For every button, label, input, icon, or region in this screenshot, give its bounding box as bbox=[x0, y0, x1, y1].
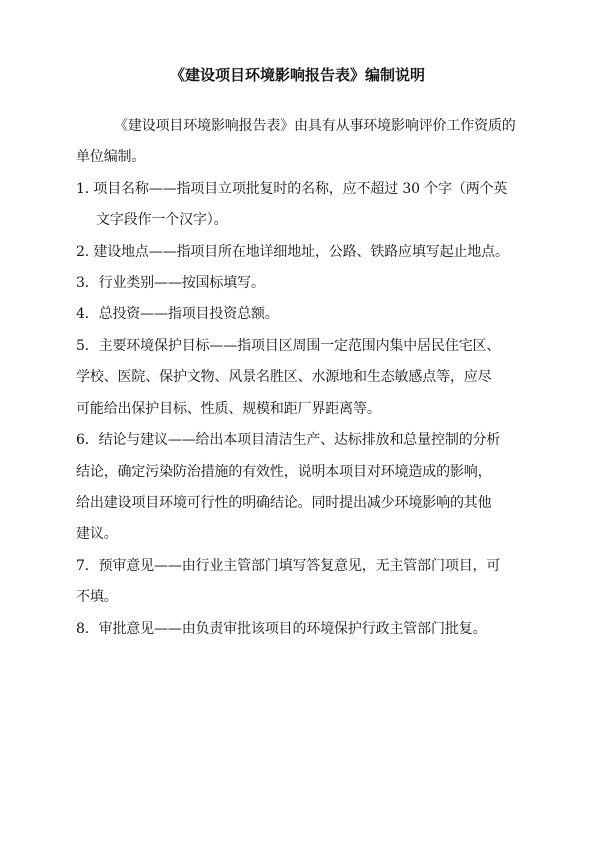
document-title: 《建设项目环境影响报告表》编制说明 bbox=[169, 66, 425, 84]
item-7-line-1: 7．预审意见——由行业主管部门填写答复意见，无主管部门项目，可 bbox=[76, 558, 501, 574]
item-6-line-2: 结论，确定污染防治措施的有效性，说明本项目对环境造成的影响， bbox=[76, 464, 492, 480]
item-1-line-1: 1. 项目名称——指项目立项批复时的名称，应不超过 30 个字（两个英 bbox=[76, 181, 508, 197]
item-5-line-2: 学校、医院、保护文物、风景名胜区、水源地和生态敏感点等，应尽 bbox=[76, 369, 492, 385]
item-6-line-4: 建议。 bbox=[76, 526, 118, 542]
item-6-line-1: 6．结论与建议——给出本项目清洁生产、达标排放和总量控制的分析 bbox=[76, 432, 501, 448]
item-4-line-1: 4．总投资——指项目投资总额。 bbox=[76, 306, 279, 322]
item-7-line-2: 不填。 bbox=[76, 589, 118, 605]
item-6-line-3: 给出建设项目环境可行性的明确结论。同时提出减少环境影响的其他 bbox=[76, 495, 492, 511]
item-5-line-3: 可能给出保护目标、性质、规模和距厂界距离等。 bbox=[76, 401, 381, 417]
intro-line-2: 单位编制。 bbox=[76, 149, 146, 165]
item-1-line-2: 文字段作一个汉字）。 bbox=[96, 212, 228, 228]
item-2-line-1: 2. 建设地点——指项目所在地详细地址，公路、铁路应填写起止地点。 bbox=[76, 244, 509, 260]
item-5-line-1: 5．主要环境保护目标——指项目区周围一定范围内集中居民住宅区、 bbox=[76, 338, 501, 354]
intro-line-1: 《建设项目环境影响报告表》由具有从事环境影响评价工作资质的 bbox=[114, 118, 516, 134]
item-8-line-1: 8．审批意见——由负责审批该项目的环境保护行政主管部门批复。 bbox=[76, 621, 487, 637]
item-3-line-1: 3．行业类别——按国标填写。 bbox=[76, 275, 265, 291]
